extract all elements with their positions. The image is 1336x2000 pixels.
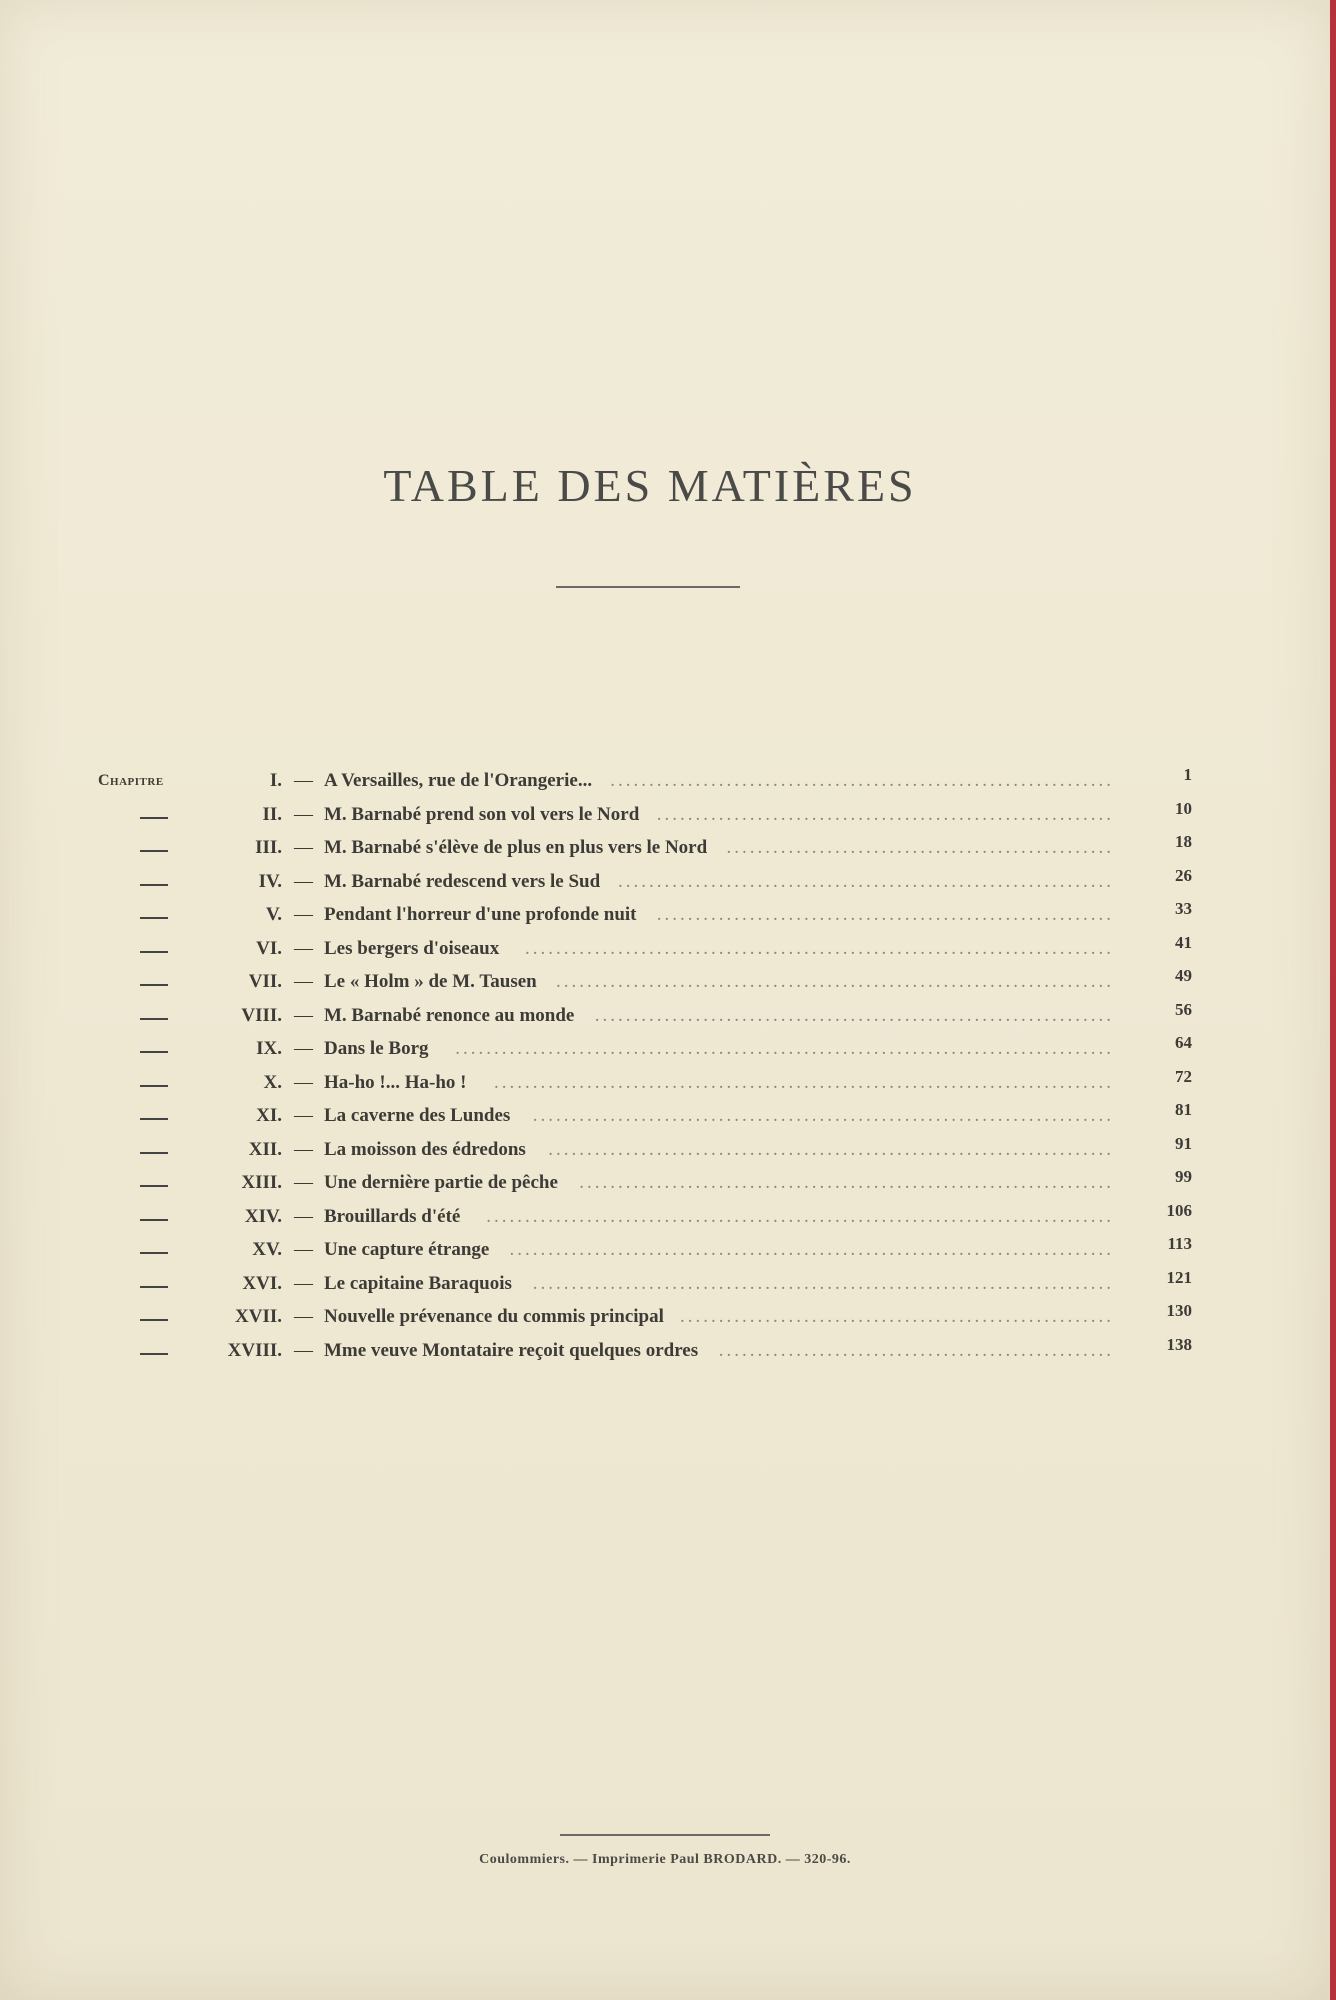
page-number: 113 — [1167, 1234, 1192, 1253]
page-number: 106 — [1166, 1200, 1192, 1220]
chapter-number: VI. — [256, 937, 282, 959]
chapter-number: III. — [255, 837, 282, 858]
toc-entry — [0, 765, 1330, 800]
dot-leader: ......................................................................... — [548, 1138, 1114, 1160]
toc-entry — [0, 1234, 1330, 1269]
page-number: 121 — [1166, 1267, 1192, 1287]
dot-leader: ................................................................ — [618, 870, 1114, 892]
ditto-dash — [140, 984, 168, 986]
chapter-number: XI. — [256, 1105, 282, 1126]
toc-entry — [0, 1167, 1330, 1202]
dot-leader: ........................................................................... — [532, 1272, 1114, 1294]
title-rule — [556, 586, 740, 588]
page-number: 26 — [1175, 865, 1192, 885]
dot-leader: ................................................................................ — [494, 1071, 1114, 1093]
toc-entry — [0, 1033, 1330, 1068]
chapter-title: M. Barnabé renonce au monde — [324, 1004, 575, 1026]
ditto-dash — [140, 850, 168, 852]
toc-entry — [0, 1133, 1330, 1169]
ditto-dash — [140, 917, 168, 919]
separator: — — [294, 837, 313, 858]
dot-leader: ..................................................................... — [579, 1172, 1114, 1193]
page-number: 99 — [1175, 1167, 1192, 1186]
page-number: 130 — [1166, 1301, 1192, 1320]
chapter-title: Dans le Borg — [324, 1038, 429, 1059]
separator: — — [294, 803, 313, 825]
ditto-dash — [140, 1252, 168, 1254]
chapter-title: Brouillards d'été — [324, 1205, 461, 1227]
dot-leader: ............................................................................ — [525, 937, 1114, 959]
chapter-title: Nouvelle prévenance du commis principal — [324, 1306, 664, 1327]
page-number: 1 — [1183, 765, 1192, 784]
page-number: 10 — [1175, 798, 1192, 818]
chapter-title: Mme veuve Montataire reçoit quelques ordres — [324, 1339, 699, 1361]
toc-entry — [0, 1301, 1330, 1336]
ditto-dash — [140, 951, 168, 953]
chapter-title: Une dernière partie de pêche — [324, 1172, 558, 1193]
chapter-title: M. Barnabé s'élève de plus en plus vers le Nord — [324, 837, 708, 858]
chapter-number: IX. — [256, 1038, 282, 1059]
ditto-dash — [140, 817, 168, 819]
chapter-title: Pendant l'horreur d'une profonde nuit — [324, 904, 637, 925]
toc-entry — [0, 932, 1330, 968]
dot-leader: ........................................................ — [680, 1306, 1114, 1327]
page-number: 33 — [1175, 899, 1192, 918]
ditto-dash — [140, 1018, 168, 1020]
chapter-label: Chapitre — [98, 772, 164, 789]
separator: — — [294, 971, 313, 992]
chapter-number: VII. — [248, 971, 282, 992]
separator: — — [294, 1038, 313, 1059]
chapter-number: XVIII. — [227, 1339, 282, 1361]
page-number: 138 — [1166, 1334, 1192, 1354]
toc-entry — [0, 1334, 1330, 1370]
separator: — — [294, 1272, 313, 1294]
page-number: 18 — [1175, 832, 1192, 851]
chapter-number: IV. — [258, 870, 282, 892]
separator: — — [294, 937, 313, 959]
separator: — — [294, 1105, 313, 1126]
toc-entry — [0, 1066, 1330, 1102]
ditto-dash — [140, 1051, 168, 1053]
chapter-title: A Versailles, rue de l'Orangerie... — [324, 770, 593, 791]
separator: — — [294, 1339, 313, 1361]
chapter-number: XVI. — [242, 1272, 282, 1294]
ditto-dash — [140, 1286, 168, 1288]
chapter-title: M. Barnabé prend son vol vers le Nord — [324, 803, 640, 825]
chapter-title: Le « Holm » de M. Tausen — [324, 971, 537, 992]
chapter-number: I. — [269, 770, 282, 791]
toc-entry — [0, 1200, 1330, 1236]
chapter-number: VIII. — [241, 1004, 282, 1026]
chapter-title: Ha-ho !... Ha-ho ! — [324, 1071, 467, 1093]
dot-leader: ................................................................................. — [486, 1205, 1114, 1227]
ditto-dash — [140, 884, 168, 886]
chapter-number: X. — [263, 1071, 282, 1093]
toc-entry — [0, 999, 1330, 1035]
separator: — — [294, 1004, 313, 1026]
dot-leader: ................................................... — [718, 1339, 1114, 1361]
separator: — — [294, 1239, 313, 1260]
footer-rule — [560, 1834, 770, 1836]
toc-entry — [0, 865, 1330, 901]
toc-entry — [0, 1267, 1330, 1303]
chapter-title: Le capitaine Baraquois — [324, 1272, 512, 1294]
ditto-dash — [140, 1118, 168, 1120]
ditto-dash — [140, 1353, 168, 1355]
page-number: 64 — [1175, 1033, 1192, 1052]
dot-leader: ........................................................................ — [556, 971, 1114, 992]
toc-entry — [0, 832, 1330, 867]
dot-leader: ................................................................. — [610, 770, 1114, 791]
chapter-number: II. — [262, 803, 282, 825]
separator: — — [294, 870, 313, 892]
page-number: 56 — [1175, 999, 1192, 1019]
chapter-title: Une capture étrange — [324, 1239, 490, 1260]
separator: — — [294, 770, 313, 791]
page-number: 49 — [1175, 966, 1192, 985]
chapter-title: Les bergers d'oiseaux — [324, 937, 500, 959]
ditto-dash — [140, 1152, 168, 1154]
printer-imprint: Coulommiers. — Imprimerie Paul BRODARD. — 320-96. — [479, 1852, 851, 1867]
separator: — — [294, 904, 313, 925]
chapter-number: XIV. — [244, 1205, 282, 1227]
toc-entry — [0, 1100, 1330, 1135]
chapter-title: La caverne des Lundes — [324, 1105, 511, 1126]
chapter-number: XV. — [252, 1239, 282, 1260]
separator: — — [294, 1071, 313, 1093]
ditto-dash — [140, 1319, 168, 1321]
dot-leader: ........................................................... — [656, 803, 1114, 825]
page-number: 81 — [1175, 1100, 1192, 1119]
chapter-title: M. Barnabé redescend vers le Sud — [324, 870, 601, 892]
chapter-title: La moisson des édredons — [324, 1138, 526, 1160]
chapter-number: XII. — [248, 1138, 282, 1160]
toc-entry — [0, 798, 1330, 834]
dot-leader: ........................................................................... — [532, 1105, 1114, 1126]
dot-leader: ................................................................... — [594, 1004, 1114, 1026]
separator: — — [294, 1138, 313, 1160]
dot-leader: ..................................................................................... — [455, 1038, 1114, 1059]
ditto-dash — [140, 1085, 168, 1087]
toc-entry — [0, 899, 1330, 934]
page-number: 72 — [1175, 1066, 1192, 1086]
chapter-number: V. — [265, 904, 282, 925]
separator: — — [294, 1306, 313, 1327]
page-number: 41 — [1175, 932, 1192, 952]
dot-leader: .................................................. — [726, 837, 1114, 858]
page-number: 91 — [1175, 1133, 1192, 1153]
dot-leader: ........................................................... — [656, 904, 1114, 925]
page-title: TABLE DES MATIÈRES — [383, 459, 917, 511]
dot-leader: .............................................................................. — [509, 1239, 1114, 1260]
separator: — — [294, 1172, 313, 1193]
chapter-number: XIII. — [241, 1172, 282, 1193]
ditto-dash — [140, 1185, 168, 1187]
chapter-number: XVII. — [235, 1306, 282, 1327]
toc-entry — [0, 966, 1330, 1001]
ditto-dash — [140, 1219, 168, 1221]
separator: — — [294, 1205, 313, 1227]
